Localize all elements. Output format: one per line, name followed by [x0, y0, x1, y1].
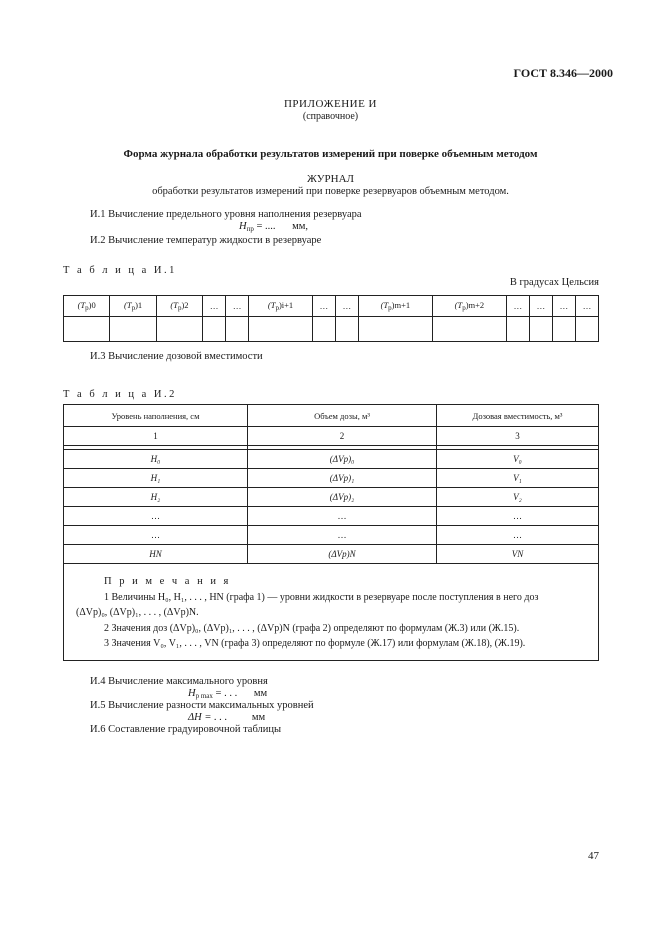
table-row [64, 545, 599, 564]
table-row [64, 450, 599, 469]
table1-cell [432, 317, 506, 342]
section-i6: И.6 Составление градуировочной таблицы [90, 724, 282, 735]
table-row [64, 507, 599, 526]
table2-notes [64, 564, 599, 661]
table1-header-row [64, 296, 599, 317]
table1-cell [575, 317, 598, 342]
table1-header-cell: … [203, 296, 226, 317]
table1-header-cell: $(T_р)m+1$ [358, 296, 432, 317]
formula-hpr: $H_{пр}$ = .... мм, [239, 221, 309, 233]
table1-header-cell: $(T_р)0$ [64, 296, 110, 317]
table2-notes-row [64, 564, 599, 661]
table2-cell: H₀ [64, 450, 248, 469]
section-i3: И.3 Вычисление дозовой вместимости [90, 351, 263, 362]
table1-caption: Т а б л и ц а И.1 [63, 265, 177, 276]
section-i5: И.5 Вычисление разности максимальных уровней [90, 700, 314, 711]
appendix-subtitle: (справочное) [302, 111, 359, 122]
table2-cell: (ΔVр)₁ [248, 469, 437, 488]
table2-cell: … [437, 526, 599, 545]
note-1: 1 Величины H₀, H₁, . . . , HN (графа 1) — уровни жидкости в резервуаре после поступления в него доз [104, 591, 539, 603]
table1-header-cell: $(T_р)m+2$ [432, 296, 506, 317]
table1-header-cell: … [312, 296, 335, 317]
table1-cell [64, 317, 110, 342]
table-row [64, 469, 599, 488]
table2-colnum: 2 [248, 427, 437, 446]
table2-colnum: 3 [437, 427, 599, 446]
table2-col-header: Объем дозы, м³ [248, 405, 437, 427]
table2-cell: … [248, 507, 437, 526]
note-2: 2 Значения доз (ΔVр)₀, (ΔVр)₁, . . . , (ΔVр)N (графа 2) определяют по формулам (Ж.3) или (Ж.15). [104, 622, 520, 634]
table2-cell: (ΔVр)₀ [248, 450, 437, 469]
table1-cell [110, 317, 156, 342]
table2-header-row [64, 405, 599, 427]
table1-header-cell: $(T_р)i+1$ [249, 296, 313, 317]
table-2 [63, 404, 599, 661]
section-i1: И.1 Вычисление предельного уровня наполнения резервуара [90, 209, 362, 220]
table1-body-row [64, 317, 599, 342]
form-title: Форма журнала обработки результатов измерений при поверке объемным методом [123, 148, 538, 160]
formula-delta-h: ΔH = . . . мм [188, 712, 266, 723]
table1-cell [358, 317, 432, 342]
table2-cell: H₂ [64, 488, 248, 507]
document-id: ГОСТ 8.346—2000 [513, 66, 613, 80]
table1-cell [312, 317, 335, 342]
journal-subtitle: обработки результатов измерений при поверке резервуаров объемным методом. [152, 186, 509, 197]
table1-header-cell: … [226, 296, 249, 317]
table2-colnum-row [64, 427, 599, 446]
table2-col-header: Уровень наполнения, см [64, 405, 248, 427]
table1-header-cell: $(T_р)1$ [110, 296, 156, 317]
table1-cell [529, 317, 552, 342]
formula-hpmax: $H_{р max}$ = . . . мм [188, 688, 268, 700]
table-row [64, 488, 599, 507]
table2-cell: V₁ [437, 469, 599, 488]
table1-units: В градусах Цельсия [509, 277, 599, 288]
table2-cell: … [248, 526, 437, 545]
table-1 [63, 295, 599, 342]
page-number: 47 [588, 850, 599, 862]
table1-header-cell: … [552, 296, 575, 317]
table2-caption: Т а б л и ц а И.2 [63, 389, 177, 400]
table1-header-cell: … [529, 296, 552, 317]
table2-col-header: Дозовая вместимость, м³ [437, 405, 599, 427]
note-1-continued: (ΔVр)₀, (ΔVр)₁, . . . , (ΔVр)N. [76, 607, 199, 618]
table1-cell [156, 317, 202, 342]
table1-cell [249, 317, 313, 342]
table1-header-cell: … [506, 296, 529, 317]
appendix-title: ПРИЛОЖЕНИЕ И [283, 98, 377, 110]
notes-title: П р и м е ч а н и я [104, 576, 231, 587]
table1-header-cell: $(T_р)2$ [156, 296, 202, 317]
table2-cell: (ΔVр)₂ [248, 488, 437, 507]
table2-cell: … [64, 526, 248, 545]
table2-cell: VN [437, 545, 599, 564]
table2-colnum: 1 [64, 427, 248, 446]
table1-header-cell: … [335, 296, 358, 317]
table2-cell: … [64, 507, 248, 526]
table2-cell: (ΔVр)N [248, 545, 437, 564]
journal-title: ЖУРНАЛ [307, 173, 354, 185]
section-i2: И.2 Вычисление температур жидкости в резервуаре [90, 235, 322, 246]
table1-header-cell: … [575, 296, 598, 317]
table1-cell [506, 317, 529, 342]
note-3: 3 Значения V₀, V₁, . . . , VN (графа 3) определяют по формуле (Ж.17) или формулам (Ж.18), (Ж.19). [104, 638, 526, 649]
table2-cell: H₁ [64, 469, 248, 488]
table2-cell: V₀ [437, 450, 599, 469]
table-row [64, 526, 599, 545]
table2-cell: V₂ [437, 488, 599, 507]
table2-cell: … [437, 507, 599, 526]
section-i4: И.4 Вычисление максимального уровня [90, 676, 268, 687]
table1-cell [226, 317, 249, 342]
table1-cell [335, 317, 358, 342]
table2-cell: HN [64, 545, 248, 564]
table1-cell [552, 317, 575, 342]
table1-cell [203, 317, 226, 342]
